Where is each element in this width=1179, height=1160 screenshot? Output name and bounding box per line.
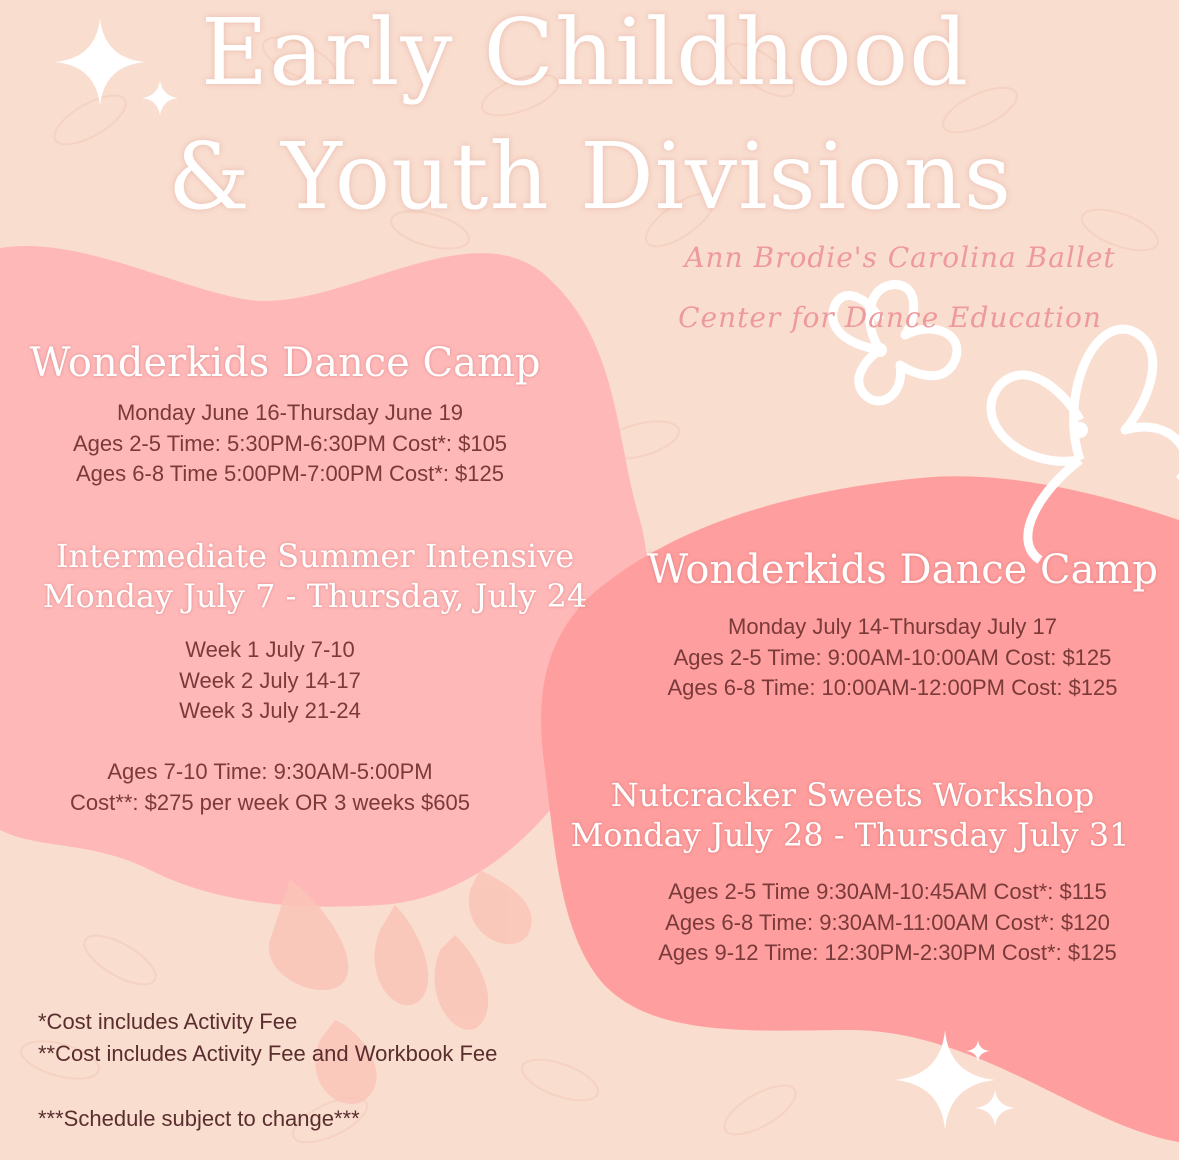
program-dates-heading: Monday July 7 - Thursday, July 24 — [42, 577, 588, 615]
detail-line: Week 3 July 21-24 — [179, 698, 361, 723]
program-details — [620, 877, 1155, 969]
organization-subtitle: Center for Dance Education — [678, 301, 1102, 334]
detail-line: Monday June 16-Thursday June 19 — [116, 400, 464, 425]
detail-line: Ages 6-8 Time: 9:30AM-11:00AM Cost*: $120 — [665, 909, 1110, 935]
detail-line: Ages 7-10 Time: 9:30AM-5:00PM — [107, 759, 433, 784]
detail-line: Ages 2-5 Time 9:30AM-10:45AM Cost*: $115 — [668, 879, 1107, 904]
detail-line: Week 2 July 14-17 — [179, 667, 361, 693]
detail-line: Ages 9-12 Time: 12:30PM-2:30PM Cost*: $125 — [658, 940, 1117, 965]
detail-line: Ages 6-8 Time 5:00PM-7:00PM Cost*: $125 — [76, 461, 504, 486]
program-details — [20, 398, 560, 490]
program-heading: Intermediate Summer Intensive — [55, 537, 575, 575]
flower-center — [873, 343, 887, 357]
detail-line: Ages 6-8 Time: 10:00AM-12:00PM Cost: $125 — [667, 675, 1118, 700]
program-dates-heading: Monday July 28 - Thursday July 31 — [570, 816, 1130, 854]
detail-line: Cost**: $275 per week OR 3 weeks $605 — [70, 789, 470, 815]
program-heading: Nutcracker Sweets Workshop — [610, 776, 1095, 814]
organization-name: Ann Brodie's Carolina Ballet — [684, 241, 1116, 274]
flower-center — [1072, 422, 1088, 438]
detail-line: Ages 2-5 Time: 9:00AM-10:00AM Cost: $125 — [673, 644, 1112, 670]
program-details — [625, 612, 1160, 704]
detail-line — [10, 727, 530, 758]
detail-line: Monday July 14-Thursday July 17 — [728, 614, 1057, 639]
page-title-line-1: Early Childhood — [201, 0, 969, 106]
program-heading: Wonderkids Dance Camp — [647, 547, 1158, 593]
program-details — [10, 635, 530, 818]
footnote-activity-fee: *Cost includes Activity Fee — [38, 1009, 298, 1034]
detail-line: Week 1 July 7-10 — [185, 637, 355, 662]
program-heading: Wonderkids Dance Camp — [29, 340, 541, 386]
footnote-schedule-change: ***Schedule subject to change*** — [38, 1106, 360, 1131]
page-title-line-2: & Youth Divisions — [167, 123, 1013, 230]
detail-line: Ages 2-5 Time: 5:30PM-6:30PM Cost*: $105 — [72, 430, 508, 456]
footnote-workbook-fee: **Cost includes Activity Fee and Workbook Fee — [38, 1041, 498, 1066]
